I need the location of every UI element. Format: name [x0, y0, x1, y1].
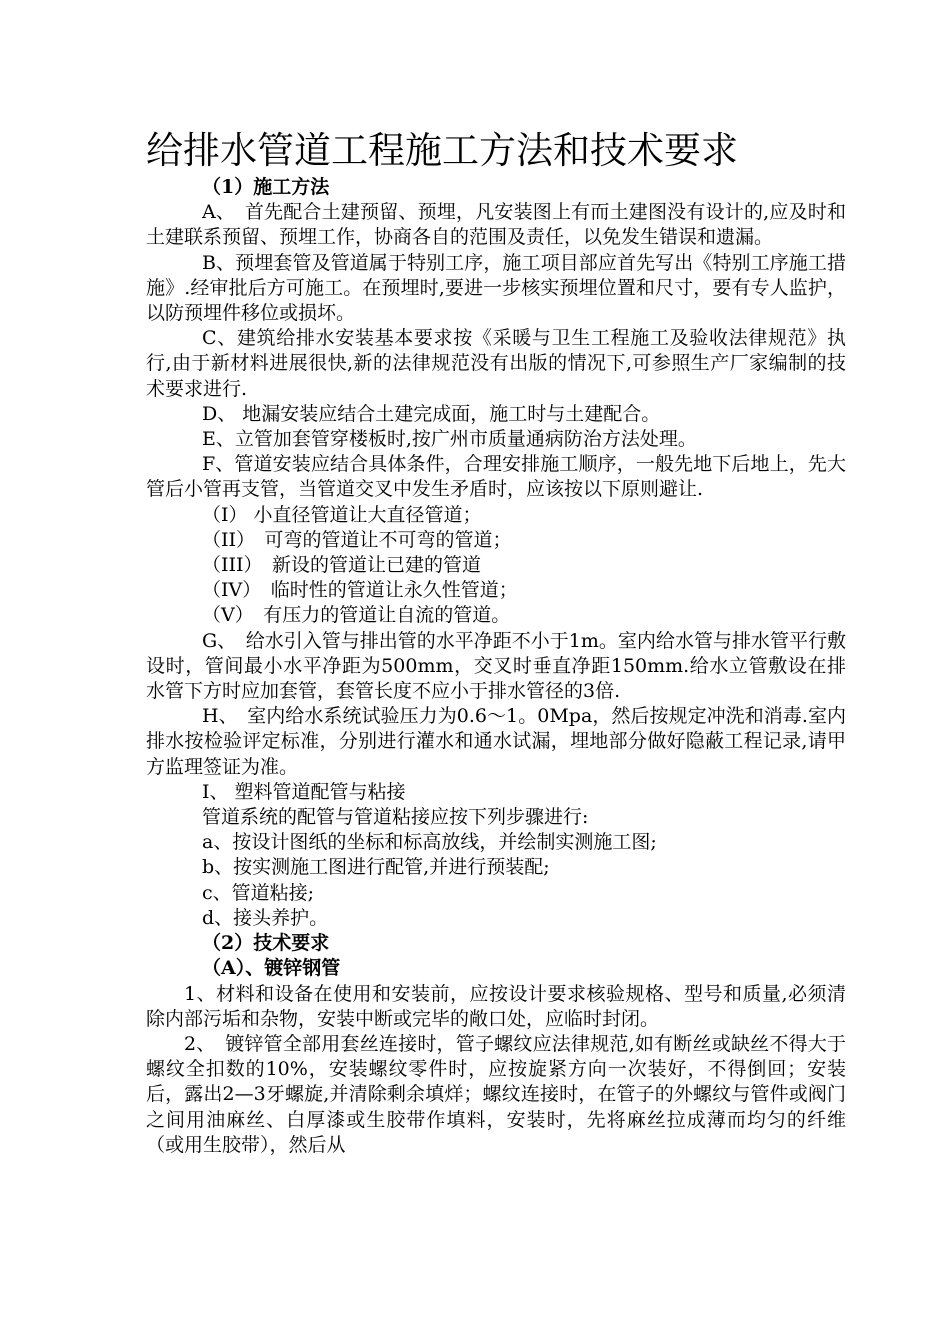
section-heading-construction-method: （1）施工方法	[202, 176, 330, 198]
paragraph-h: H、 室内给水系统试验压力为0.6～1。0Mpa，然后按规定冲洗和消毒.室内排水按检验评定标准，分别进行灌水和通水试漏，埋地部分做好隐蔽工程记录,请甲方监理签证为准。	[146, 705, 846, 778]
subsection-heading-galvanized-steel-pipe: （A）、镀锌钢管	[202, 957, 341, 980]
step-c: c、管道粘接;	[202, 881, 315, 904]
document-title: 给排水管道工程施工方法和技术要求	[146, 129, 738, 172]
paragraph-g: G、 给水引入管与排出管的水平净距不小于1m。室内给水管与排水管平行敷设时，管间最小水平净距为500mm，交叉时垂直净距150mm.给水立管敷设在排水管下方时应加套管，套管长度不应小于排水管径的3倍.	[146, 629, 846, 703]
paragraph-a: A、 首先配合土建预留、预埋，凡安装图上有而土建图没有设计的,应及时和土建联系预留、预埋工作，协商各自的范围及责任，以免发生错误和遗漏。	[146, 201, 846, 249]
requirement-2: 2、 镀锌管全部用套丝连接时，管子螺纹应法律规范,如有断丝或缺丝不得大于螺纹全扣数的10%，安装螺纹零件时，应按旋紧方向一次装好，不得倒回；安装后，露出2—3牙螺旋,并清除剩余填烊；螺纹连接时，在管子的外螺纹与管件或阀门之间用油麻丝、白厚漆或生胶带作填料，安装时，先将麻丝拉成薄而均匀的纤维（或用生胶带），然后从	[146, 1032, 846, 1156]
step-d: d、接头养护。	[202, 906, 329, 929]
rule-item-2: （II） 可弯的管道让不可弯的管道；	[202, 528, 512, 551]
paragraph-c: C、建筑给排水安装基本要求按《采暖与卫生工程施工及验收法律规范》执行,由于新材料进展很快,新的法律规范没有出版的情况下,可参照生产厂家编制的技术要求进行.	[146, 327, 846, 400]
paragraph-f: F、管道安装应结合具体条件，合理安排施工顺序，一般先地下后地上，先大管后小管再支管，当管道交叉中发生矛盾时，应该按以下原则避让.	[146, 453, 846, 501]
paragraph-i: I、 塑料管道配管与粘接	[202, 780, 406, 803]
steps-intro: 管道系统的配管与管道粘接应按下列步骤进行:	[202, 806, 589, 829]
rule-item-4: （IV） 临时性的管道让永久性管道；	[202, 579, 518, 602]
step-a: a、按设计图纸的坐标和标高放线，并绘制实测施工图;	[202, 831, 657, 854]
rule-item-5: （V） 有压力的管道让自流的管道。	[202, 604, 511, 627]
document-body	[146, 175, 846, 1158]
rule-item-3: （III） 新设的管道让已建的管道	[202, 554, 482, 577]
section-heading-technical-requirements: （2）技术要求	[202, 932, 330, 955]
paragraph-d: D、 地漏安装应结合土建完成面，施工时与土建配合。	[202, 402, 661, 425]
requirement-1: 1、材料和设备在使用和安装前，应按设计要求核验规格、型号和质量,必须清除内部污垢和杂物，安装中断或完毕的敞口处，应临时封闭。	[146, 982, 846, 1030]
rule-item-1: （I） 小直径管道让大直径管道；	[202, 503, 482, 526]
paragraph-b: B、预埋套管及管道属于特别工序，施工项目部应首先写出《特别工序施工措施》.经审批后方可施工。在预埋时,要进一步核实预埋位置和尺寸，要有专人监护，以防预埋件移位或损坏。	[146, 251, 846, 325]
paragraph-e: E、立管加套管穿楼板时,按广州市质量通病防治方法处理。	[202, 428, 697, 451]
step-b: b、按实测施工图进行配管,并进行预装配;	[202, 856, 550, 879]
